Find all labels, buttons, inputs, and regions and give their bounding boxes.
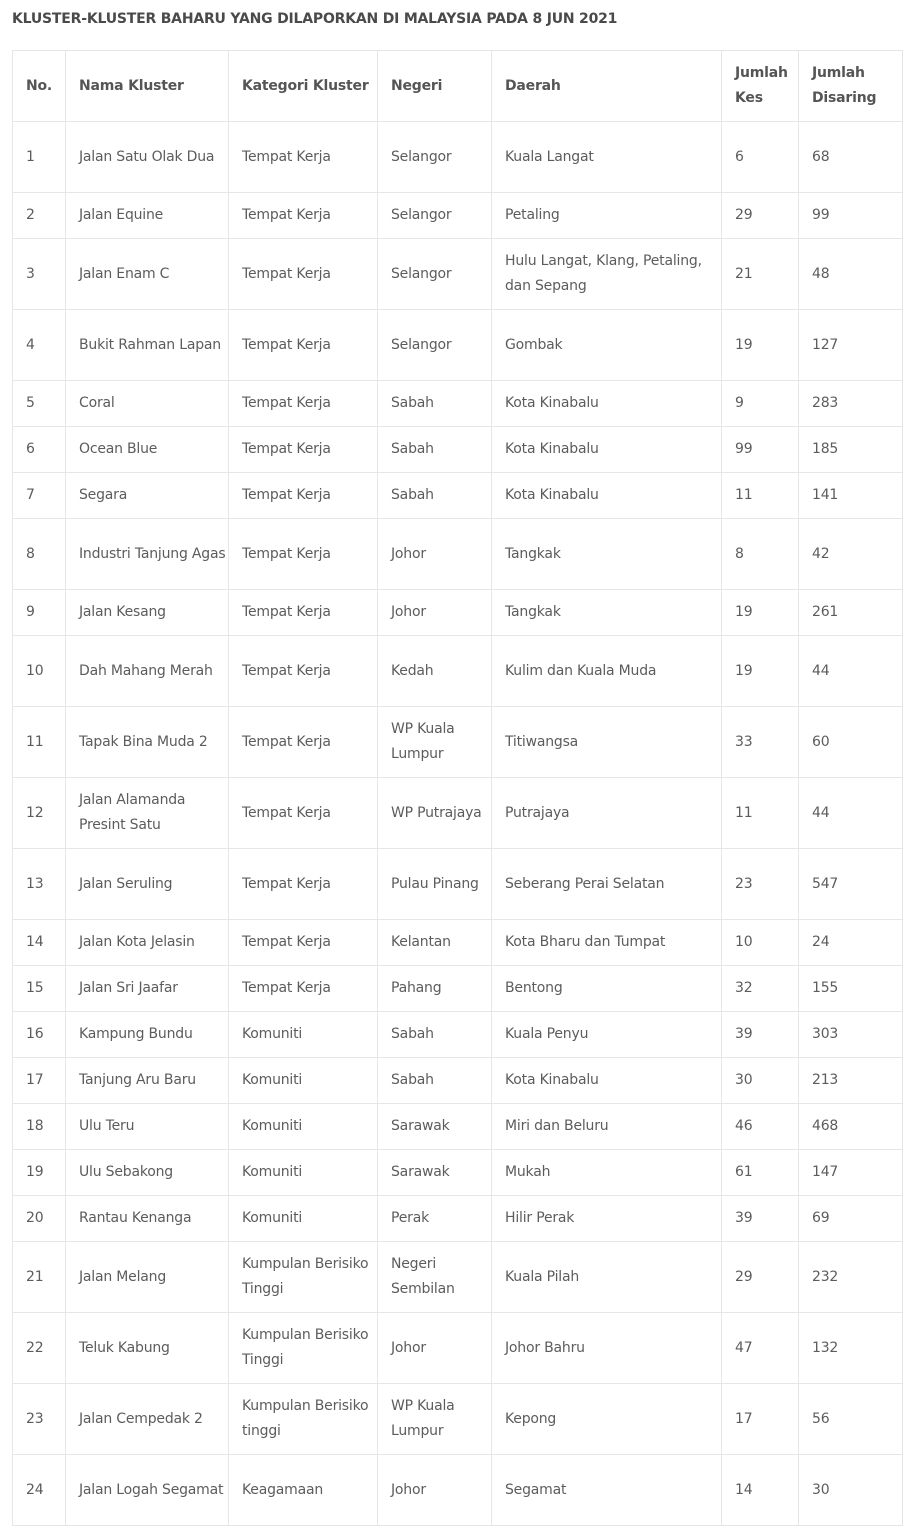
cell-jumlah-kes: 21 [722,239,799,310]
cell-daerah: Titiwangsa [492,707,722,778]
table-row [13,1384,903,1455]
cell-nama-kluster: Jalan Seruling [66,849,229,920]
cell-nama-kluster: Ulu Teru [66,1104,229,1150]
cell-jumlah-kes: 33 [722,707,799,778]
cell-negeri: Johor [378,1313,492,1384]
table-header-row [13,51,903,122]
table-row [13,590,903,636]
cell-jumlah-kes: 61 [722,1150,799,1196]
cell-jumlah-disaring: 468 [799,1104,903,1150]
cell-jumlah-kes: 32 [722,966,799,1012]
table-row [13,239,903,310]
cell-jumlah-kes: 23 [722,849,799,920]
cell-daerah: Petaling [492,193,722,239]
cell-no: 2 [13,193,66,239]
cell-negeri: Johor [378,590,492,636]
cell-daerah: Segamat [492,1455,722,1526]
cell-jumlah-disaring: 213 [799,1058,903,1104]
cell-jumlah-disaring: 69 [799,1196,903,1242]
cell-daerah: Kota Kinabalu [492,427,722,473]
cell-kategori-kluster: Kumpulan Berisiko Tinggi [229,1313,378,1384]
cell-nama-kluster: Segara [66,473,229,519]
cell-kategori-kluster: Tempat Kerja [229,193,378,239]
cell-daerah: Mukah [492,1150,722,1196]
cell-jumlah-disaring: 303 [799,1012,903,1058]
cell-jumlah-kes: 19 [722,310,799,381]
cell-kategori-kluster: Tempat Kerja [229,427,378,473]
cell-jumlah-kes: 11 [722,473,799,519]
cell-negeri: Johor [378,1455,492,1526]
table-row [13,1012,903,1058]
table-row [13,473,903,519]
cell-kategori-kluster: Tempat Kerja [229,473,378,519]
cell-no: 17 [13,1058,66,1104]
cell-nama-kluster: Ulu Sebakong [66,1150,229,1196]
cell-daerah: Kulim dan Kuala Muda [492,636,722,707]
cell-jumlah-kes: 9 [722,381,799,427]
cell-nama-kluster: Dah Mahang Merah [66,636,229,707]
cell-jumlah-disaring: 127 [799,310,903,381]
table-row [13,1242,903,1313]
cell-negeri: Selangor [378,193,492,239]
cell-jumlah-kes: 19 [722,590,799,636]
cell-daerah: Tangkak [492,519,722,590]
cell-no: 10 [13,636,66,707]
header-jumlah-disaring: Jumlah Disaring [799,51,903,122]
cell-jumlah-kes: 46 [722,1104,799,1150]
cell-no: 19 [13,1150,66,1196]
cell-negeri: Selangor [378,310,492,381]
cell-nama-kluster: Industri Tanjung Agas [66,519,229,590]
cell-negeri: Kedah [378,636,492,707]
cell-kategori-kluster: Komuniti [229,1196,378,1242]
cell-nama-kluster: Jalan Enam C [66,239,229,310]
cell-jumlah-disaring: 547 [799,849,903,920]
cell-daerah: Seberang Perai Selatan [492,849,722,920]
cell-no: 8 [13,519,66,590]
cell-kategori-kluster: Tempat Kerja [229,778,378,849]
cell-nama-kluster: Jalan Melang [66,1242,229,1313]
cell-jumlah-disaring: 132 [799,1313,903,1384]
cell-nama-kluster: Jalan Cempedak 2 [66,1384,229,1455]
cell-nama-kluster: Kampung Bundu [66,1012,229,1058]
cell-negeri: Selangor [378,239,492,310]
cell-negeri: Sabah [378,473,492,519]
table-row [13,1150,903,1196]
table-row [13,381,903,427]
cell-no: 1 [13,122,66,193]
cell-kategori-kluster: Tempat Kerja [229,239,378,310]
cell-jumlah-kes: 30 [722,1058,799,1104]
cell-no: 14 [13,920,66,966]
cell-jumlah-kes: 19 [722,636,799,707]
table-row [13,519,903,590]
cell-no: 20 [13,1196,66,1242]
cell-negeri: Pulau Pinang [378,849,492,920]
cell-no: 16 [13,1012,66,1058]
cell-negeri: Sabah [378,381,492,427]
cell-no: 5 [13,381,66,427]
cell-jumlah-disaring: 42 [799,519,903,590]
cell-jumlah-disaring: 44 [799,636,903,707]
cell-kategori-kluster: Tempat Kerja [229,920,378,966]
cell-jumlah-disaring: 147 [799,1150,903,1196]
cell-nama-kluster: Tapak Bina Muda 2 [66,707,229,778]
table-row [13,778,903,849]
cell-jumlah-disaring: 30 [799,1455,903,1526]
cell-no: 12 [13,778,66,849]
cell-daerah: Kota Kinabalu [492,473,722,519]
table-row [13,636,903,707]
cell-negeri: WP Kuala Lumpur [378,707,492,778]
cell-jumlah-disaring: 99 [799,193,903,239]
cell-no: 24 [13,1455,66,1526]
cell-jumlah-kes: 17 [722,1384,799,1455]
cell-kategori-kluster: Tempat Kerja [229,707,378,778]
cell-nama-kluster: Jalan Logah Segamat [66,1455,229,1526]
cell-negeri: WP Putrajaya [378,778,492,849]
cell-negeri: Perak [378,1196,492,1242]
cell-no: 9 [13,590,66,636]
cell-daerah: Kota Kinabalu [492,1058,722,1104]
cell-nama-kluster: Jalan Kesang [66,590,229,636]
cell-negeri: Kelantan [378,920,492,966]
cell-daerah: Putrajaya [492,778,722,849]
header-negeri: Negeri [378,51,492,122]
cell-no: 6 [13,427,66,473]
cell-kategori-kluster: Komuniti [229,1150,378,1196]
table-row [13,122,903,193]
cell-jumlah-disaring: 24 [799,920,903,966]
cell-jumlah-kes: 47 [722,1313,799,1384]
cell-negeri: Pahang [378,966,492,1012]
cell-kategori-kluster: Tempat Kerja [229,519,378,590]
cell-nama-kluster: Tanjung Aru Baru [66,1058,229,1104]
cell-nama-kluster: Ocean Blue [66,427,229,473]
table-row [13,707,903,778]
cell-kategori-kluster: Komuniti [229,1104,378,1150]
cell-no: 23 [13,1384,66,1455]
cell-jumlah-kes: 99 [722,427,799,473]
cell-daerah: Kuala Langat [492,122,722,193]
cell-negeri: Sabah [378,1058,492,1104]
cell-jumlah-disaring: 44 [799,778,903,849]
cell-no: 22 [13,1313,66,1384]
cell-jumlah-kes: 8 [722,519,799,590]
cell-negeri: Sabah [378,427,492,473]
cell-kategori-kluster: Tempat Kerja [229,310,378,381]
cell-daerah: Hulu Langat, Klang, Petaling, dan Sepang [492,239,722,310]
cell-jumlah-disaring: 48 [799,239,903,310]
clusters-table [12,50,903,1526]
cell-jumlah-disaring: 185 [799,427,903,473]
cell-jumlah-kes: 6 [722,122,799,193]
table-row [13,1104,903,1150]
cell-nama-kluster: Teluk Kabung [66,1313,229,1384]
cell-jumlah-kes: 39 [722,1196,799,1242]
cell-daerah: Bentong [492,966,722,1012]
cell-jumlah-disaring: 56 [799,1384,903,1455]
cell-jumlah-kes: 29 [722,1242,799,1313]
cell-jumlah-disaring: 232 [799,1242,903,1313]
cell-kategori-kluster: Keagamaan [229,1455,378,1526]
cell-daerah: Tangkak [492,590,722,636]
cell-no: 18 [13,1104,66,1150]
cell-daerah: Kota Bharu dan Tumpat [492,920,722,966]
cell-kategori-kluster: Tempat Kerja [229,966,378,1012]
cell-no: 4 [13,310,66,381]
table-row [13,966,903,1012]
cell-jumlah-kes: 11 [722,778,799,849]
cell-daerah: Miri dan Beluru [492,1104,722,1150]
cell-jumlah-disaring: 141 [799,473,903,519]
header-jumlah-kes: Jumlah Kes [722,51,799,122]
cell-negeri: Selangor [378,122,492,193]
table-row [13,920,903,966]
cell-kategori-kluster: Tempat Kerja [229,122,378,193]
cell-kategori-kluster: Kumpulan Berisiko Tinggi [229,1242,378,1313]
cell-daerah: Kuala Pilah [492,1242,722,1313]
cell-nama-kluster: Jalan Alamanda Presint Satu [66,778,229,849]
cell-jumlah-kes: 29 [722,193,799,239]
header-daerah: Daerah [492,51,722,122]
cell-jumlah-disaring: 261 [799,590,903,636]
cell-kategori-kluster: Kumpulan Berisiko tinggi [229,1384,378,1455]
cell-daerah: Kota Kinabalu [492,381,722,427]
cell-nama-kluster: Jalan Satu Olak Dua [66,122,229,193]
header-nama-kluster: Nama Kluster [66,51,229,122]
table-row [13,1196,903,1242]
cell-nama-kluster: Bukit Rahman Lapan [66,310,229,381]
table-body [13,122,903,1526]
cell-jumlah-disaring: 68 [799,122,903,193]
cell-negeri: Sarawak [378,1150,492,1196]
table-row [13,310,903,381]
cell-daerah: Kuala Penyu [492,1012,722,1058]
cell-no: 11 [13,707,66,778]
page-title: KLUSTER-KLUSTER BAHARU YANG DILAPORKAN DI MALAYSIA PADA 8 JUN 2021 [12,11,618,27]
cell-negeri: Sabah [378,1012,492,1058]
cell-negeri: Johor [378,519,492,590]
cell-jumlah-kes: 39 [722,1012,799,1058]
cell-negeri: Sarawak [378,1104,492,1150]
table-row [13,1455,903,1526]
cell-negeri: Negeri Sembilan [378,1242,492,1313]
cell-jumlah-disaring: 155 [799,966,903,1012]
header-kategori-kluster: Kategori Kluster [229,51,378,122]
cell-kategori-kluster: Tempat Kerja [229,381,378,427]
table-row [13,427,903,473]
cell-nama-kluster: Coral [66,381,229,427]
cell-daerah: Kepong [492,1384,722,1455]
cell-kategori-kluster: Tempat Kerja [229,849,378,920]
table-row [13,849,903,920]
table-row [13,193,903,239]
cell-kategori-kluster: Komuniti [229,1058,378,1104]
cell-nama-kluster: Jalan Equine [66,193,229,239]
cell-daerah: Hilir Perak [492,1196,722,1242]
cell-jumlah-disaring: 283 [799,381,903,427]
cell-kategori-kluster: Tempat Kerja [229,590,378,636]
cell-jumlah-kes: 10 [722,920,799,966]
cell-jumlah-kes: 14 [722,1455,799,1526]
table-row [13,1313,903,1384]
cell-kategori-kluster: Tempat Kerja [229,636,378,707]
cell-no: 7 [13,473,66,519]
cell-nama-kluster: Jalan Kota Jelasin [66,920,229,966]
cell-no: 21 [13,1242,66,1313]
cell-nama-kluster: Rantau Kenanga [66,1196,229,1242]
cell-nama-kluster: Jalan Sri Jaafar [66,966,229,1012]
cell-no: 13 [13,849,66,920]
cell-kategori-kluster: Komuniti [229,1012,378,1058]
cell-jumlah-disaring: 60 [799,707,903,778]
header-no: No. [13,51,66,122]
cell-no: 15 [13,966,66,1012]
cell-no: 3 [13,239,66,310]
cell-daerah: Johor Bahru [492,1313,722,1384]
cell-negeri: WP Kuala Lumpur [378,1384,492,1455]
cell-daerah: Gombak [492,310,722,381]
table-row [13,1058,903,1104]
